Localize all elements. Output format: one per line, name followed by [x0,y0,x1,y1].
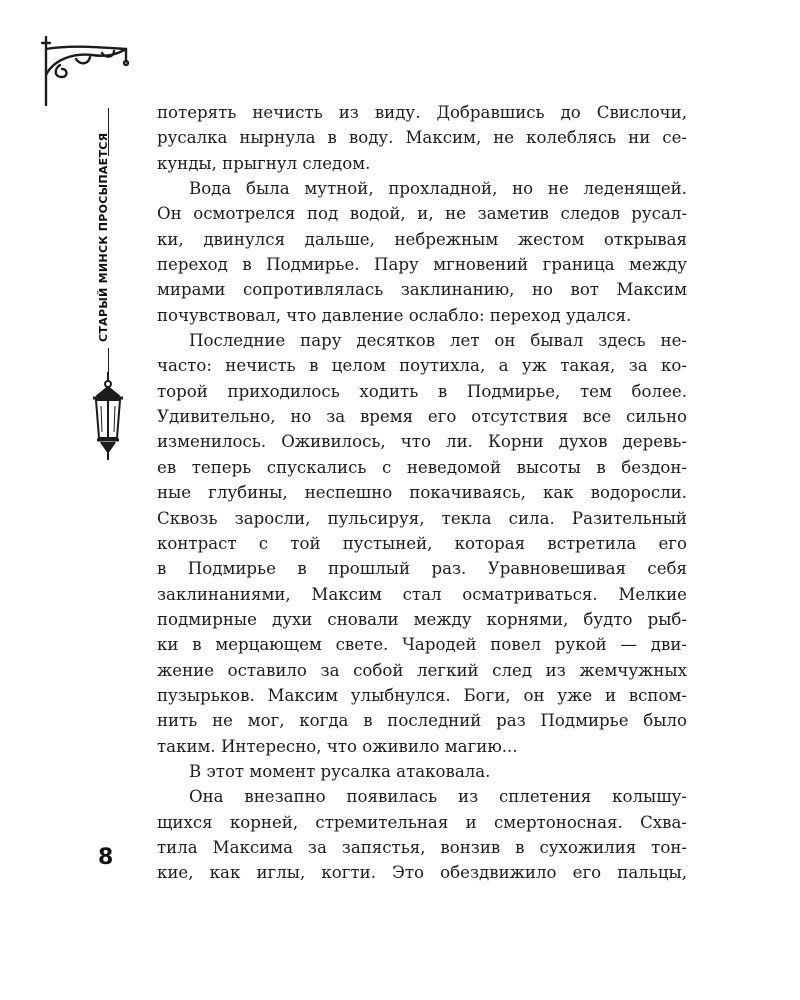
text-line: Она внезапно появилась из сплетения колышу- [189,787,687,807]
text-line: Он осмотрелся под водой, и, не заметив следов русал- [157,204,687,224]
text-line: Сквозь заросли, пульсируя, текла сила. Разительный [157,508,687,528]
text-line: контраст с той пустыней, которая встретила его [157,533,687,553]
text-line: Последние пару десятков лет он бывал здесь не- [189,331,687,351]
page-number: 8 [98,845,114,870]
text-line: ев теперь спускались с неведомой высоты в бездон- [157,457,687,477]
text-line: В этот момент русалка атаковала. [189,761,491,781]
text-line: часто: нечисть в целом поутихла, а уж такая, за ко- [157,356,687,376]
text-line: тила Максима за запястья, вонзив в сухожилия тон- [157,837,687,857]
text-line: пузырьков. Максим улыбнулся. Боги, он уже и вспом- [157,685,687,705]
text-line: потерять нечисть из виду. Добравшись до Свислочи, [157,103,687,122]
text-line: переход в Подмирье. Пару мгновений граница между [157,255,687,275]
text-line: щихся корней, стремительная и смертоносная. Схва- [157,812,687,832]
text-line: таким. Интересно, что оживило магию... [157,736,518,756]
text-line: ки, двинулся дальше, небрежным жестом открывая [157,229,687,249]
hanging-lantern-icon [85,372,135,462]
running-head-text: СТАРЫЙ МИНСК ПРОСЫПАЕТСЯ [97,132,110,342]
street-lamp-bracket-icon [40,35,132,107]
text-line: изменилось. Оживилось, что ли. Корни духов деревь- [157,432,687,452]
text-line: в Подмирье в прошлый раз. Уравновешивая себя [157,559,687,579]
body-text [157,100,687,886]
text-line: торой приходилось ходить в Подмирье, тем более. [157,381,687,401]
text-line: кунды, прыгнул следом. [157,153,371,173]
text-line: мирами сопротивлялась заклинанию, но вот Максим [157,280,687,300]
text-line: Удивительно, но за время его отсутствия все сильно [157,407,687,427]
text-line: ки в мерцающем свете. Чародей повел рукой — дви- [157,635,687,655]
text-line: подмирные духи сновали между корнями, будто рыб- [157,609,687,629]
text-line: кие, как иглы, когти. Это обездвижило его пальцы, [157,863,687,883]
text-line: заклинаниями, Максим стал осматриваться. Мелкие [157,584,687,604]
text-line: нить не мог, когда в последний раз Подмирье было [157,711,687,731]
text-line: ные глубины, неспешно покачиваясь, как водоросли. [157,483,687,503]
text-line: русалка нырнула в воду. Максим, не колеблясь ни се- [157,128,687,148]
running-head-rule-bottom [108,348,109,372]
text-line: почувствовал, что давление ослабло: переход удался. [157,305,632,325]
text-line: жение оставило за собой легкий след из жемчужных [157,660,687,680]
text-line: Вода была мутной, прохладной, но не леденящей. [189,179,687,199]
